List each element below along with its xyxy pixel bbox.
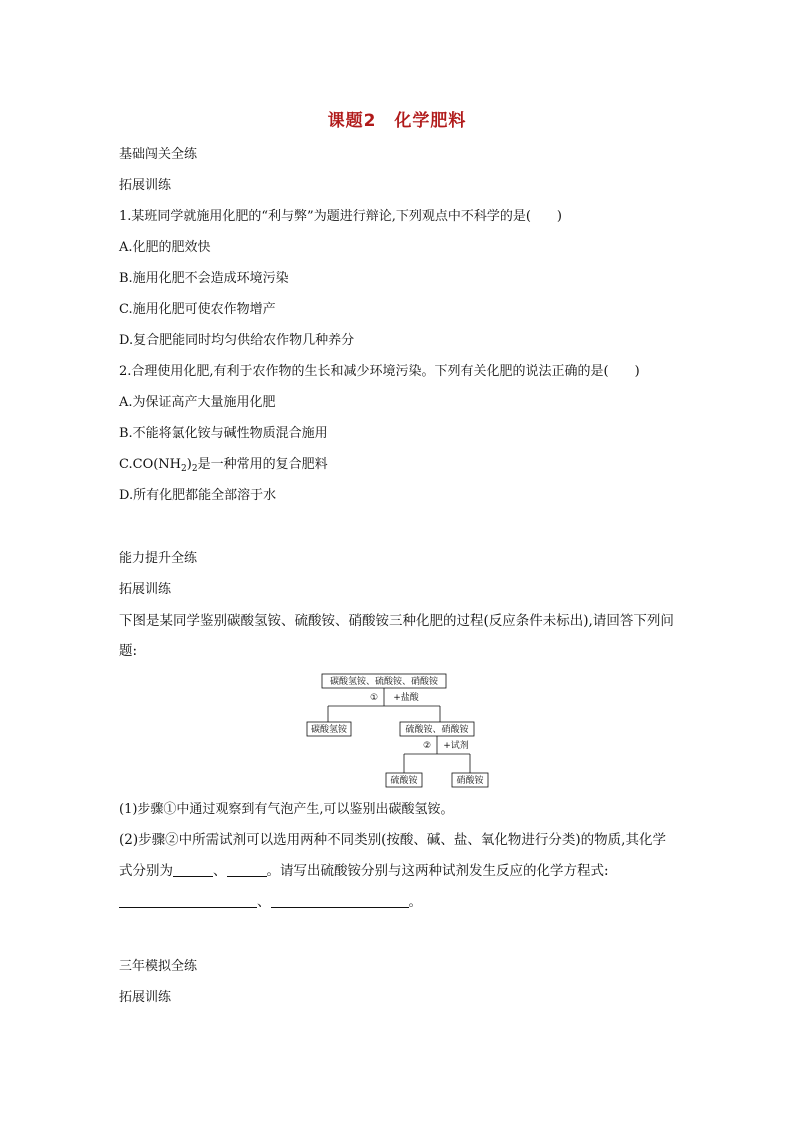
q2-option-c bbox=[119, 456, 328, 478]
q3-part2 bbox=[119, 825, 679, 918]
reagent2-label: +试剂 bbox=[443, 741, 469, 751]
answer-blank-2[interactable] bbox=[227, 863, 267, 877]
q3-part2-sep: 、 bbox=[213, 863, 227, 879]
answer-blank-4[interactable] bbox=[271, 894, 409, 908]
q2-stem: 2.合理使用化肥,有利于农作物的生长和减少环境污染。下列有关化肥的说法正确的是( ) bbox=[119, 364, 640, 379]
q2-option-c-pre: C.CO(NH bbox=[119, 457, 182, 472]
q3-part2-text-b: 。请写出硫酸铵分别与这两种试剂发生反应的化学方程式: bbox=[266, 863, 609, 879]
q2-option-d: D.所有化肥都能全部溶于水 bbox=[119, 488, 277, 503]
answer-blank-1[interactable] bbox=[173, 863, 213, 877]
q1-stem: 1.某班同学就施用化肥的“利与弊”为题进行辩论,下列观点中不科学的是( ) bbox=[119, 209, 562, 224]
q3-part2-sep2: 、 bbox=[257, 894, 271, 910]
top-box-label: 碳酸氢铵、硫酸铵、硝酸铵 bbox=[329, 677, 439, 687]
q1-option-a: A.化肥的肥效快 bbox=[119, 240, 211, 255]
q2-option-c-post: 是一种常用的复合肥料 bbox=[197, 457, 328, 472]
section1-heading: 基础闯关全练 bbox=[119, 147, 198, 162]
step1-marker: ① bbox=[369, 693, 379, 703]
q2-option-a: A.为保证高产大量施用化肥 bbox=[119, 395, 276, 410]
right2-label: 硝酸铵 bbox=[456, 776, 484, 786]
q2-option-c-sub2: 2 bbox=[191, 464, 198, 474]
q3-part2-text-a: (2)步骤②中所需试剂可以选用两种不同类别(按酸、碱、盐、氧化物进行分类)的物质,其化学式分别为 bbox=[119, 832, 666, 879]
section2-heading: 能力提升全练 bbox=[119, 551, 198, 566]
page-title: 课题2 化学肥料 bbox=[327, 111, 467, 131]
q1-option-c: C.施用化肥可使农作物增产 bbox=[119, 302, 276, 317]
step2-marker: ② bbox=[422, 741, 432, 751]
q2-option-c-sub: 2 bbox=[181, 464, 187, 474]
section1-subheading: 拓展训练 bbox=[119, 178, 172, 193]
q1-option-b: B.施用化肥不会造成环境污染 bbox=[119, 271, 289, 286]
right1-label: 硫酸铵、硝酸铵 bbox=[405, 725, 469, 735]
answer-blank-3[interactable] bbox=[119, 894, 257, 908]
q3-part1: (1)步骤①中通过观察到有气泡产生,可以鉴别出碳酸氢铵。 bbox=[119, 802, 454, 817]
section3-heading: 三年模拟全练 bbox=[119, 959, 198, 974]
left1-label: 碳酸氢铵 bbox=[310, 725, 348, 735]
left2-label: 硫酸铵 bbox=[390, 776, 418, 786]
q3-part2-end: 。 bbox=[408, 894, 422, 910]
identification-flow-diagram bbox=[300, 670, 500, 790]
section2-subheading: 拓展训练 bbox=[119, 582, 172, 597]
q1-option-d: D.复合肥能同时均匀供给农作物几种养分 bbox=[119, 333, 355, 348]
q3-intro: 下图是某同学鉴别碳酸氢铵、硫酸铵、硝酸铵三种化肥的过程(反应条件未标出),请回答下列问题: bbox=[119, 613, 674, 659]
q2-option-c-mid: ) bbox=[186, 457, 192, 472]
reagent1-label: +盐酸 bbox=[393, 693, 419, 703]
q2-option-b: B.不能将氯化铵与碱性物质混合施用 bbox=[119, 426, 328, 441]
section3-subheading: 拓展训练 bbox=[119, 990, 172, 1005]
